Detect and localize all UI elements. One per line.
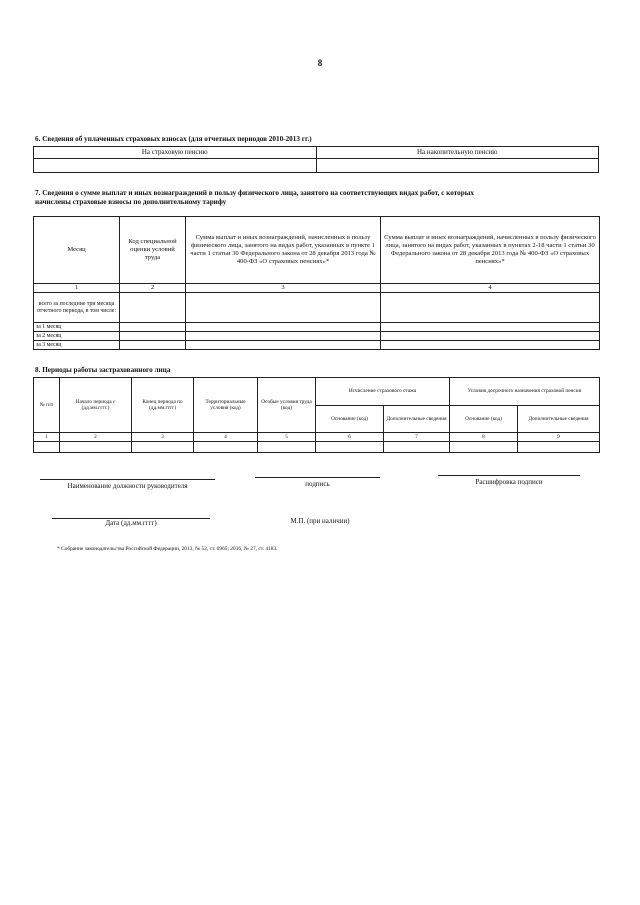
table-cell	[186, 341, 381, 350]
col-number: 3	[132, 433, 194, 442]
table-cell	[258, 442, 316, 453]
row-month-2: за 2 месяц	[34, 332, 120, 341]
table-cell	[186, 293, 381, 323]
table-cell	[132, 442, 194, 453]
row-total-three-months: всего за последние три месяца отчетного периода, в том числе:	[34, 293, 120, 323]
header-early-basis: Основание (код)	[450, 406, 518, 433]
col-number: 2	[120, 284, 186, 293]
header-period-end: Конец периода по (дд.мм.гггг)	[132, 378, 194, 433]
table-cell	[120, 332, 186, 341]
col-number: 7	[384, 433, 450, 442]
header-early-pension: Условия досрочного назначения страховой пенсии	[450, 378, 600, 406]
table-cell	[194, 442, 258, 453]
table-cell	[186, 332, 381, 341]
header-sum-item1: Сумма выплат и иных вознаграждений, начисленных в пользу физического лица, занятого на видах работ, указанных в пункте 1 части 1 статьи 30 Федерального закона от 28 декабря 2013 года № 400-ФЗ «О страховых пенсиях»*	[186, 217, 381, 284]
decoding-label: Расшифровка подписи	[475, 478, 543, 486]
col-number: 4	[194, 433, 258, 442]
section7-title-line2: начислены страховые взносы по дополнительному тарифу	[35, 198, 227, 206]
signature-label: подпись	[305, 480, 330, 488]
header-early-extra: Дополнительные сведения	[518, 406, 600, 433]
section7-title	[35, 189, 605, 207]
footnote: * Собрание законодательства Российской Федерации, 2013, № 52, ст. 6965; 2016, № 27, ст. 4183.	[57, 546, 278, 552]
table-cell	[120, 323, 186, 332]
cell-insurance-value	[34, 159, 317, 173]
page-number: 8	[317, 58, 323, 68]
table-cell	[186, 323, 381, 332]
col-number: 1	[34, 433, 60, 442]
table-cell	[34, 442, 60, 453]
col-number: 5	[258, 433, 316, 442]
table-cell	[120, 341, 186, 350]
section7-title-line1: 7. Сведения о сумме выплат и иных вознаграждений в пользу физического лица, занятого на соответствующих видах работ, с которых	[35, 189, 474, 197]
header-num: № п/п	[34, 378, 60, 433]
cell-funded-value	[316, 159, 599, 173]
table-cell	[381, 332, 600, 341]
date-label: Дата (дд.мм.гггг)	[105, 519, 157, 527]
section7-table	[33, 216, 600, 350]
table-cell	[60, 442, 132, 453]
stamp-label: М.П. (при наличии)	[290, 517, 350, 525]
header-territorial: Территориальные условия (код)	[194, 378, 258, 433]
section6-title: 6. Сведения об уплаченных страховых взносах (для отчетных периодов 2010-2013 гг.)	[35, 135, 312, 143]
position-label: Наименование должности руководителя	[67, 482, 188, 490]
col-number: 6	[316, 433, 384, 442]
col-number: 8	[450, 433, 518, 442]
col-insurance-pension: На страховую пенсию	[34, 147, 317, 159]
section6-table	[33, 146, 599, 173]
table-cell	[381, 293, 600, 323]
col-number: 2	[60, 433, 132, 442]
decoding-line	[438, 475, 580, 476]
table-cell	[518, 442, 600, 453]
col-funded-pension: На накопительную пенсию	[316, 147, 599, 159]
header-calc-extra: Дополнительные сведения	[384, 406, 450, 433]
table-cell	[450, 442, 518, 453]
col-number: 4	[381, 284, 600, 293]
row-month-3: за 3 месяц	[34, 341, 120, 350]
header-special-conditions: Особые условия труда (код)	[258, 378, 316, 433]
header-calc-basis: Основание (код)	[316, 406, 384, 433]
header-insurance-calc: Исчисление страхового стажа	[316, 378, 450, 406]
col-number: 1	[34, 284, 120, 293]
table-cell	[120, 293, 186, 323]
table-cell	[384, 442, 450, 453]
header-code: Код специальной оценки условий труда	[120, 217, 186, 284]
section8-title: 8. Периоды работы застрахованного лица	[35, 366, 171, 374]
col-number: 9	[518, 433, 600, 442]
position-line	[40, 479, 215, 480]
header-period-start: Начало периода с (дд.мм.гггг.)	[60, 378, 132, 433]
signature-line	[255, 477, 380, 478]
col-number: 3	[186, 284, 381, 293]
table-cell	[316, 442, 384, 453]
table-cell	[381, 341, 600, 350]
header-sum-items2-18: Сумма выплат и иных вознаграждений, начисленных в пользу физического лица, занятого на видах работ, указанных в пунктах 2-18 части 1 статьи 30 Федерального закона от 28 декабря 2013 года № 400-ФЗ «О страховых пенсиях»*	[381, 217, 600, 284]
table-cell	[381, 323, 600, 332]
section8-table	[33, 377, 600, 453]
row-month-1: за 1 месяц	[34, 323, 120, 332]
header-month: Месяц	[34, 217, 120, 284]
